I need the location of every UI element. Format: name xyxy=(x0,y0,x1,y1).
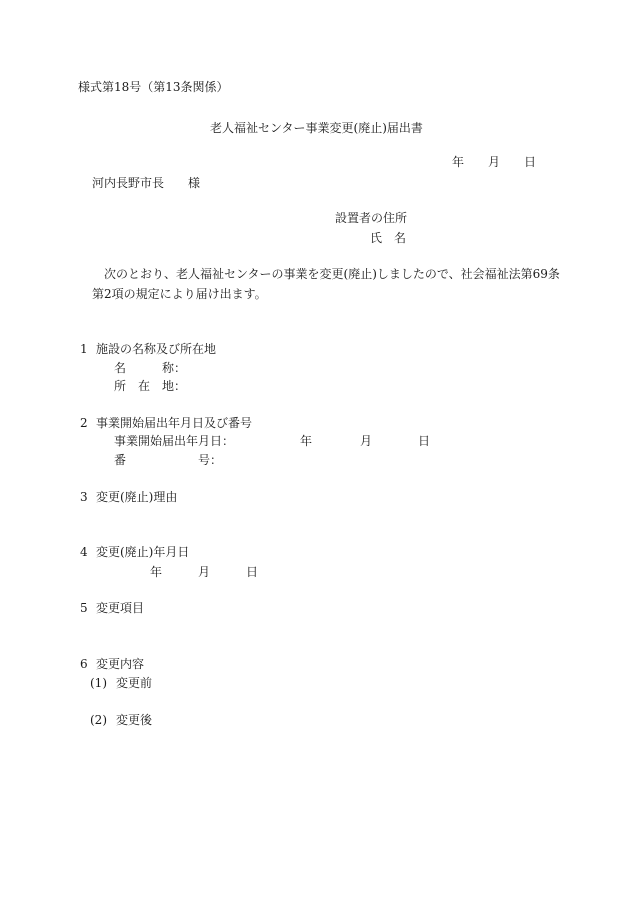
item-6-sub-2-number: (2) xyxy=(90,713,107,727)
item-4-date-row: 年 月 日 xyxy=(150,565,259,579)
item-2-month: 月 xyxy=(360,434,373,448)
item-1-heading: 施設の名称及び所在地 xyxy=(96,342,217,356)
item-5-heading: 変更項目 xyxy=(96,601,145,615)
item-2-heading: 事業開始届出年月日及び番号 xyxy=(96,416,253,430)
item-2-number-label: 番 号： xyxy=(114,453,223,467)
item-5-number: 5 xyxy=(80,601,88,615)
item-4-number: 4 xyxy=(80,545,88,559)
form-number: 様式第18号（第13条関係） xyxy=(78,80,229,94)
body-text-line-1: 次のとおり、老人福祉センターの事業を変更(廃止)しましたので、社会福祉法第69条 xyxy=(104,267,560,281)
item-4-heading: 変更(廃止)年月日 xyxy=(96,545,190,559)
item-1-location-label: 所 在 地： xyxy=(114,379,187,393)
date-line: 年 月 日 xyxy=(452,155,537,169)
item-3-number: 3 xyxy=(80,490,88,504)
addressee: 河内長野市長 様 xyxy=(92,176,201,190)
item-6-sub-1-label: 変更前 xyxy=(116,676,153,690)
item-1-name-label: 名 称： xyxy=(114,361,187,375)
item-6-number: 6 xyxy=(80,657,88,671)
item-2-day: 日 xyxy=(418,434,431,448)
item-2-year: 年 xyxy=(300,434,313,448)
applicant-name-label: 氏 名 xyxy=(370,231,407,245)
body-text-line-2: 第2項の規定により届け出ます。 xyxy=(92,287,267,301)
item-6-heading: 変更内容 xyxy=(96,657,145,671)
item-1-number: 1 xyxy=(80,342,88,356)
applicant-address-label: 設置者の住所 xyxy=(335,211,408,225)
item-2-date-label: 事業開始届出年月日： xyxy=(114,434,235,448)
item-2-number: 2 xyxy=(80,416,88,430)
document-title: 老人福祉センター事業変更(廃止)届出書 xyxy=(210,121,423,135)
item-6-sub-2-label: 変更後 xyxy=(116,713,153,727)
item-6-sub-1-number: (1) xyxy=(90,676,107,690)
item-3-heading: 変更(廃止)理由 xyxy=(96,490,178,504)
